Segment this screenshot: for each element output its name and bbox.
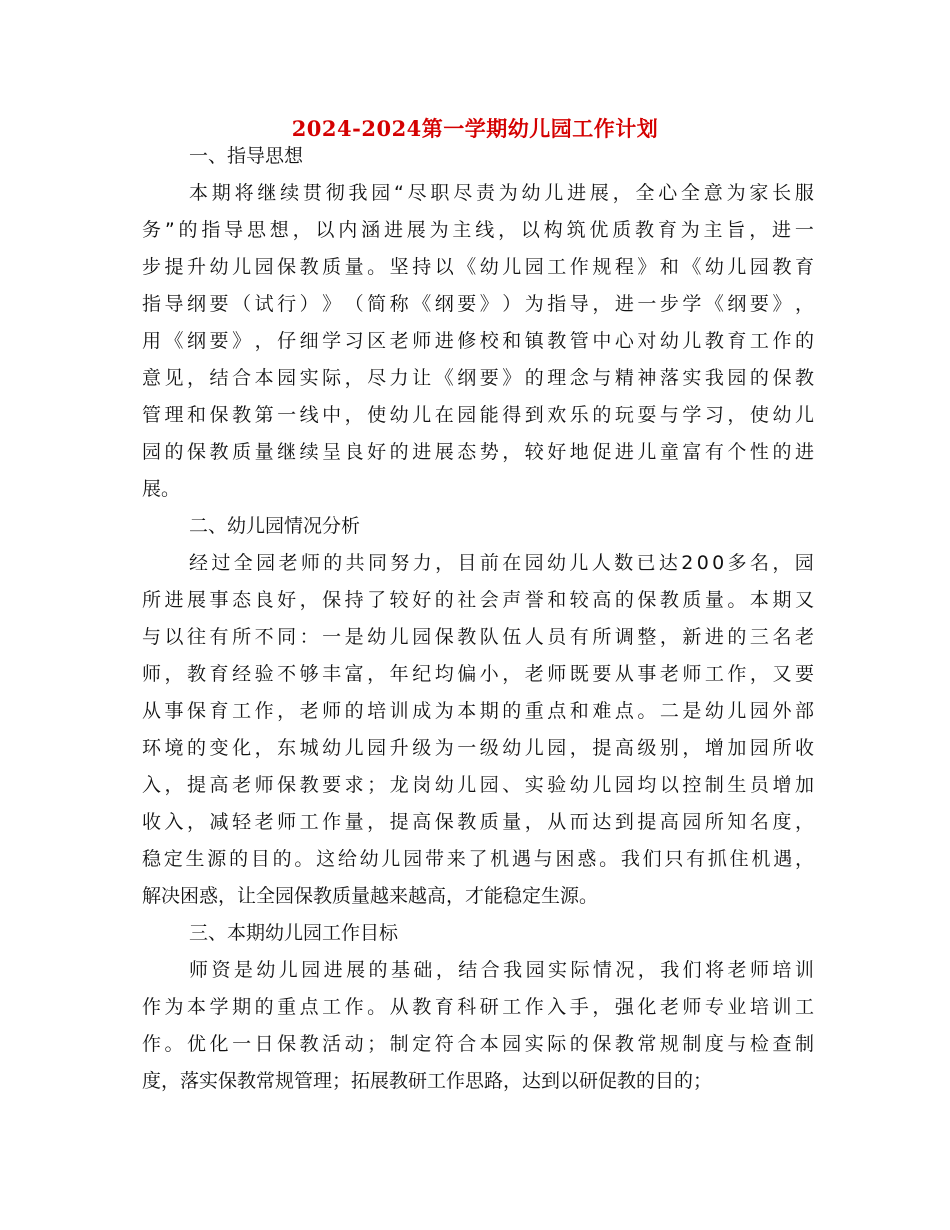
paragraph-line: 作 为 本 学 期 的 重 点 工 作 。 从 教 育 科 研 工 作 入 手 ， 强 化 老 师 专 业 培 训 工	[142, 996, 814, 1018]
paragraph-line: 展。	[142, 478, 181, 500]
paragraph-line: 意 见 ， 结 合 本 园 实 际 ， 尽 力 让 《 纲 要 》 的 理 念 与 精 神 落 实 我 园 的 保 教	[142, 367, 814, 389]
paragraph-line: 入 ， 提 高 老 师 保 教 要 求 ； 龙 岗 幼 儿 园 、 实 验 幼 儿 园 均 以 控 制 生 员 增 加	[142, 774, 814, 796]
paragraph-line: 稳 定 生 源 的 目 的 。 这 给 幼 儿 园 带 来 了 机 遇 与 困 惑 。 我 们 只 有 抓 住 机 遇 ，	[142, 848, 814, 870]
document-title: 2024-2024第一学期幼儿园工作计划	[291, 116, 659, 141]
paragraph-line: 与 以 往 有 所 不 同 ： 一 是 幼 儿 园 保 教 队 伍 人 员 有 所 调 整 ， 新 进 的 三 名 老	[142, 626, 814, 648]
document-body	[142, 138, 814, 1100]
paragraph-line: 指 导 纲 要 （ 试 行 ） 》 （ 简 称 《 纲 要 》 ） 为 指 导 ， 进 一 步 学 《 纲 要 》 ，	[142, 293, 814, 315]
section-heading: 一、指导思想	[189, 145, 304, 167]
paragraph-line: 作 。 优 化 一 日 保 教 活 动 ； 制 定 符 合 本 园 实 际 的 保 教 常 规 制 度 与 检 查 制	[142, 1033, 814, 1055]
paragraph-line: 收 入 ， 减 轻 老 师 工 作 量 ， 提 高 保 教 质 量 ， 从 而 达 到 提 高 园 所 知 名 度 ，	[142, 811, 814, 833]
paragraph-line: 本 期 将 继 续 贯 彻 我 园 “ 尽 职 尽 责 为 幼 儿 进 展 ， 全 心 全 意 为 家 长 服	[189, 182, 814, 204]
paragraph-line: 从 事 保 育 工 作 ， 老 师 的 培 训 成 为 本 期 的 重 点 和 难 点 。 二 是 幼 儿 园 外 部	[142, 700, 814, 722]
paragraph-line: 环 境 的 变 化 ， 东 城 幼 儿 园 升 级 为 一 级 幼 儿 园 ， 提 高 级 别 ， 增 加 园 所 收	[142, 737, 814, 759]
paragraph-line: 所 进 展 事 态 良 好 ， 保 持 了 较 好 的 社 会 声 誉 和 较 高 的 保 教 质 量 。 本 期 又	[142, 589, 814, 611]
paragraph-line: 度，落实保教常规管理；拓展教研工作思路，达到以研促教的目的；	[142, 1070, 713, 1092]
paragraph-line: 师 资 是 幼 儿 园 进 展 的 基 础 ， 结 合 我 园 实 际 情 况 ， 我 们 将 老 师 培 训	[189, 959, 814, 981]
paragraph-line: 师 ， 教 育 经 验 不 够 丰 富 ， 年 纪 均 偏 小 ， 老 师 既 要 从 事 老 师 工 作 ， 又 要	[142, 663, 814, 685]
section-heading: 二、幼儿园情况分析	[189, 515, 361, 537]
section-heading: 三、本期幼儿园工作目标	[189, 922, 399, 944]
paragraph-line: 园 的 保 教 质 量 继 续 呈 良 好 的 进 展 态 势 ， 较 好 地 促 进 儿 童 富 有 个 性 的 进	[142, 441, 814, 463]
paragraph-line: 步 提 升 幼 儿 园 保 教 质 量 。 坚 持 以 《 幼 儿 园 工 作 规 程 》 和 《 幼 儿 园 教 育	[142, 256, 814, 278]
paragraph-line: 用 《 纲 要 》 ， 仔 细 学 习 区 老 师 进 修 校 和 镇 教 管 中 心 对 幼 儿 教 育 工 作 的	[142, 330, 814, 352]
paragraph-line: 管 理 和 保 教 第 一 线 中 ， 使 幼 儿 在 园 能 得 到 欢 乐 的 玩 耍 与 学 习 ， 使 幼 儿	[142, 404, 814, 426]
paragraph-line: 经 过 全 园 老 师 的 共 同 努 力 ， 目 前 在 园 幼 儿 人 数 已 达 2 0 0 多 名 ， 园	[189, 552, 814, 574]
paragraph-line: 解决困惑，让全园保教质量越来越高，才能稳定生源。	[142, 885, 599, 907]
paragraph-line: 务 ” 的 指 导 思 想 ， 以 内 涵 进 展 为 主 线 ， 以 构 筑 优 质 教 育 为 主 旨 ， 进 一	[142, 219, 814, 241]
